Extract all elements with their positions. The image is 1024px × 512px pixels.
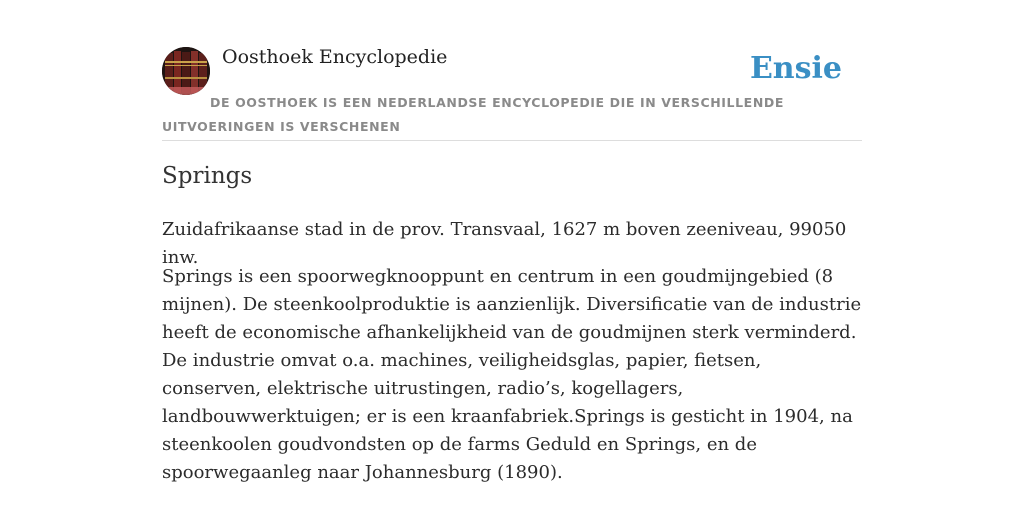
article-paragraph-1: Zuidafrikaanse stad in de prov. Transvaal, 1627 m boven zeeniveau, 99050 inw. — [162, 219, 847, 268]
ensie-logo-link[interactable]: Ensie — [749, 51, 842, 86]
source-header — [162, 0, 862, 141]
book-spines-icon — [162, 47, 210, 95]
article-title: Springs — [162, 163, 253, 189]
article-paragraph-2: Springs is een spoorwegknooppunt en centrum in een goudmijngebied (8 mijnen). De steenkoolproduktie is aanzienlijk. Diversificatie van de industrie heeft de economische afhankelijkheid van de goudmijnen sterk verminderd. De industrie omvat o.a. machines, veiligheidsglas, papier, fietsen, conserven, elektrische uitrustingen, radio’s, kogellagers, landbouwwerktuigen; er is een kraanfabriek.Springs is gesticht in 1904, na steenkoolen goudvondsten op de farms Geduld en Springs, en de spoorwegaanleg naar Johannesburg (1890). — [162, 266, 862, 483]
source-title[interactable]: Oosthoek Encyclopedie — [222, 46, 448, 68]
page — [162, 0, 862, 512]
source-description: DE OOSTHOEK IS EEN NEDERLANDSE ENCYCLOPEDIE DIE IN VERSCHILLENDE UITVOERINGEN IS VERSCHENEN — [162, 95, 784, 134]
source-avatar[interactable] — [162, 47, 210, 95]
